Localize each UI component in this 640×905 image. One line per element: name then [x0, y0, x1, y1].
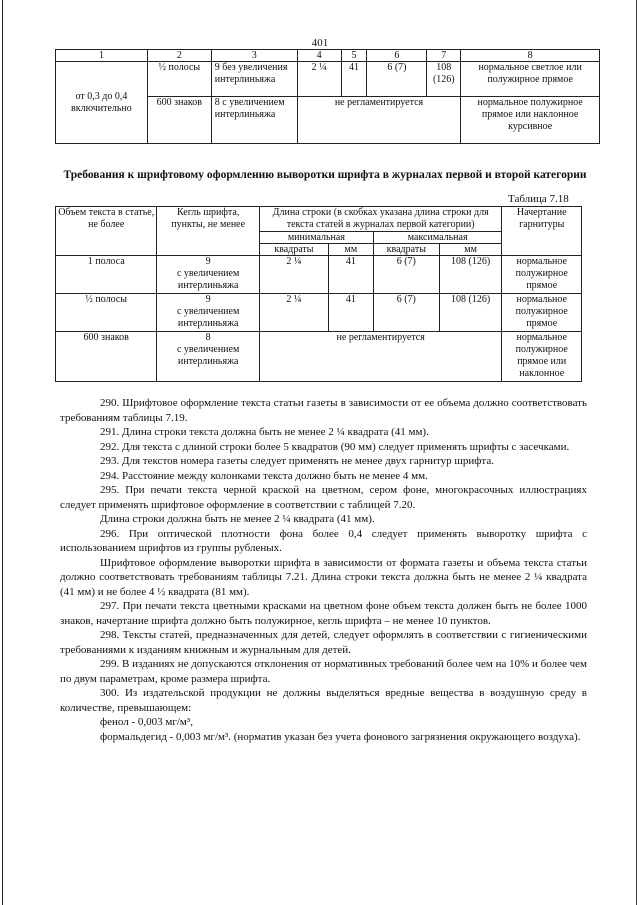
- table-cell: 8 с увеличением интерлиньяжа: [211, 97, 297, 144]
- header-min-quads: квадраты: [259, 244, 328, 256]
- table-cell: 6 (7): [373, 256, 439, 294]
- table-cell: [157, 332, 259, 382]
- table-cell: 9 без увеличения интерлиньяжа: [211, 62, 297, 97]
- table-cell: 108 (126): [439, 256, 502, 294]
- font-size-note: с увеличением интерлиньяжа: [176, 268, 240, 291]
- paragraph: Длина строки должна быть не менее 2 ¼ квадрата (41 мм).: [100, 513, 375, 525]
- table1-col-7: 7: [427, 50, 461, 62]
- font-size-value: 9: [205, 294, 211, 305]
- paragraph: 290. Шрифтовое оформление текста статьи газеты в зависимости от ее объема должно соответствовать требованиям таблицы 7.19.: [60, 397, 587, 424]
- paragraph: 300. Из издательской продукции не должны выделяться вредные вещества в воздушную среду в количестве, превышающем:: [60, 687, 587, 714]
- paragraph: 295. При печати текста черной краской на цветном, сером фоне, многокрасочных иллюстрациях следует применять шрифтовое оформление в соответствии с таблицей 7.20.: [60, 484, 587, 511]
- table-caption: Таблица 7.18: [508, 193, 569, 205]
- table1-col-8: 8: [461, 50, 600, 62]
- section-title: Требования к шрифтовому оформлению выворотки шрифта в журналах первой и второй категории: [63, 169, 587, 181]
- header-volume: Объем текста в статье, не более: [56, 207, 157, 256]
- header-min: минимальная: [259, 232, 373, 244]
- table-cell: 600 знаков: [147, 97, 211, 144]
- table-cell: [157, 294, 259, 332]
- header-max-mm: мм: [439, 244, 502, 256]
- paragraph: 299. В изданиях не допускаются отклонения от нормативных требований более чем на 10% и более чем по двум параметрам, кроме размера шрифта.: [60, 658, 587, 685]
- paragraph: 297. При печати текста цветными красками на цветном фоне объем текста должен быть не более 1000 знаков, начертание шрифта должно быть полужирное, кегль шрифта – не менее 10 пунктов.: [60, 600, 587, 627]
- table-cell: 6 (7): [367, 62, 427, 97]
- table-cell: 41: [341, 62, 367, 97]
- body-text: [60, 396, 587, 744]
- font-size-value: 9: [205, 256, 211, 267]
- table-cell: 600 знаков: [56, 332, 157, 382]
- table-7-18: [55, 206, 582, 382]
- table-cell: 41: [328, 256, 373, 294]
- table-cell: [157, 256, 259, 294]
- scan-edge-left: [2, 0, 3, 905]
- paragraph: фенол - 0,003 мг/м³,: [100, 716, 193, 728]
- table-continuation: [55, 49, 600, 144]
- table-row: [56, 62, 600, 97]
- font-size-note: с увеличением интерлиньяжа: [176, 344, 240, 367]
- table-row: [56, 256, 582, 294]
- table-row: [56, 332, 582, 382]
- paragraph: 293. Для текстов номера газеты следует применять не менее двух гарнитур шрифта.: [100, 455, 494, 467]
- table-cell: 41: [328, 294, 373, 332]
- table1-col-2: 2: [147, 50, 211, 62]
- header-max: максимальная: [373, 232, 502, 244]
- paragraph: 298. Тексты статей, предназначенных для детей, следует оформлять в соответствии с гигиеническими требованиями к изданиям книжным и журнальным для детей.: [60, 629, 587, 656]
- scan-edge-right: [636, 0, 637, 905]
- table-cell: 2 ¼: [259, 294, 328, 332]
- paragraph: формальдегид - 0,003 мг/м³. (норматив указан без учета фонового загрязнения окружающего воздуха).: [100, 730, 581, 743]
- table-cell: нормальное светлое или полужирное прямое: [461, 62, 600, 97]
- table-row: [56, 294, 582, 332]
- table-cell: 108 (126): [439, 294, 502, 332]
- table-cell: 6 (7): [373, 294, 439, 332]
- table-cell: не регламентируется: [297, 97, 461, 144]
- paragraph: 296. При оптической плотности фона более 0,4 следует применять выворотку шрифта с использованием шрифтов из группы рубленых.: [60, 527, 587, 554]
- paragraph: 294. Расстояние между колонками текста должно быть не менее 4 мм.: [100, 469, 428, 482]
- table1-col-6: 6: [367, 50, 427, 62]
- table1-group-label: от 0,3 до 0,4 включительно: [56, 62, 148, 144]
- paragraph: 291. Длина строки текста должна быть не менее 2 ¼ квадрата (41 мм).: [100, 426, 429, 438]
- header-max-quads: квадраты: [373, 244, 439, 256]
- table-cell: не регламентируется: [259, 332, 502, 382]
- paragraph: 292. Для текста с длиной строки более 5 квадратов (90 мм) следует применять шрифты с засечками.: [100, 440, 570, 453]
- font-size-value: 8: [205, 332, 211, 343]
- table-cell: 108 (126): [427, 62, 461, 97]
- table-cell: ½ полосы: [147, 62, 211, 97]
- table-cell: 1 полоса: [56, 256, 157, 294]
- table1-col-3: 3: [211, 50, 297, 62]
- header-typeface: Начертание гарнитуры: [502, 207, 582, 256]
- table-cell: нормальное полужирное прямое или наклонное курсивное: [461, 97, 600, 144]
- table1-header-row: [56, 50, 600, 62]
- header-font-size: Кегль шрифта, пункты, не менее: [157, 207, 259, 256]
- header-min-mm: мм: [328, 244, 373, 256]
- paragraph: Шрифтовое оформление выворотки шрифта в зависимости от формата газеты и объема текста статьи должно соответствовать требованиям таблицы 7.21. Длина строки текста должна быть не менее 2 ¼ квадрата (41 мм) и не более 4 ½ квадрата (81 мм).: [60, 556, 587, 598]
- table1-col-1: 1: [56, 50, 148, 62]
- table-cell: нормальное полужирное прямое или наклонное: [502, 332, 582, 382]
- page-number: 401: [311, 37, 329, 49]
- table1-col-4: 4: [297, 50, 341, 62]
- font-size-note: с увеличением интерлиньяжа: [176, 306, 240, 329]
- table-cell: 2 ¼: [297, 62, 341, 97]
- table1-col-5: 5: [341, 50, 367, 62]
- table-cell: ½ полосы: [56, 294, 157, 332]
- table-cell: нормальное полужирное прямое: [502, 256, 582, 294]
- table-cell: 2 ¼: [259, 256, 328, 294]
- table-cell: нормальное полужирное прямое: [502, 294, 582, 332]
- table2-header-row: [56, 207, 582, 232]
- header-line-length: Длина строки (в скобках указана длина строки для текста статей в журналах первой категории): [259, 207, 502, 232]
